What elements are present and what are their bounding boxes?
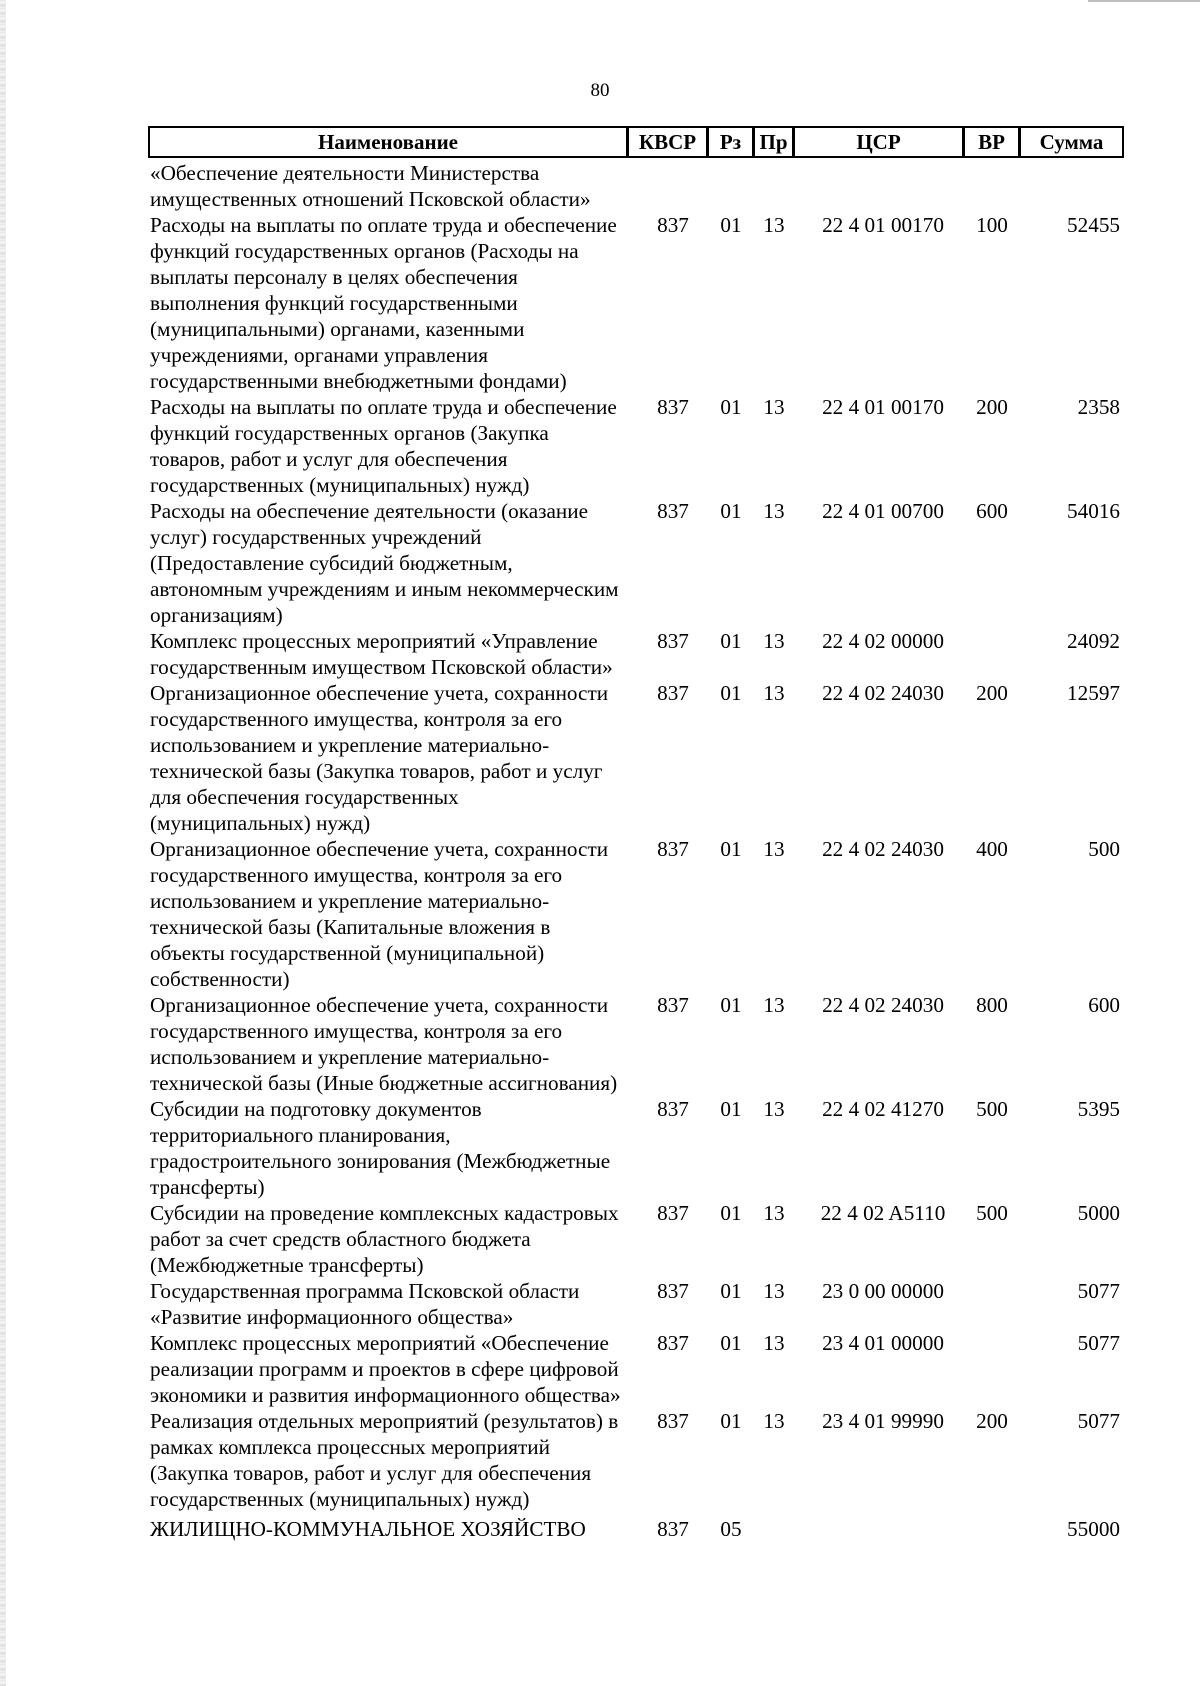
cell-rz: 01 xyxy=(720,213,742,237)
cell-name: Расходы на выплаты по оплате труда и обеспечение функций государственных органов (Расходы на выплаты персоналу в целях обеспечения выполнения функций государственными (муниципальными) органами, казенными учреждениями, органами управления государственными внебюджетными фондами) xyxy=(150,213,617,393)
cell-pr: 13 xyxy=(763,1201,785,1225)
cell-rz: 01 xyxy=(720,837,742,861)
cell-csr: 23 4 01 00000 xyxy=(822,1331,944,1355)
table-row xyxy=(148,158,1124,212)
cell-rz: 01 xyxy=(720,629,742,653)
cell-vr: 500 xyxy=(976,1201,1008,1225)
cell-name: «Обеспечение деятельности Министерства имущественных отношений Псковской области» xyxy=(150,161,591,211)
cell-pr: 13 xyxy=(763,681,785,705)
cell-kvsr: 837 xyxy=(657,1279,689,1303)
cell-sum: 52455 xyxy=(1067,213,1120,237)
cell-sum: 5077 xyxy=(1077,1331,1120,1355)
cell-sum: 5077 xyxy=(1077,1279,1120,1303)
cell-rz: 01 xyxy=(720,1409,742,1433)
cell-pr: 13 xyxy=(763,1279,785,1303)
cell-kvsr: 837 xyxy=(657,1517,689,1541)
header-rz: Рз xyxy=(708,126,754,158)
cell-pr xyxy=(754,158,794,212)
cell-vr: 500 xyxy=(976,1097,1008,1121)
cell-rz: 01 xyxy=(720,1097,742,1121)
cell-vr: 200 xyxy=(976,681,1008,705)
table-row xyxy=(148,680,1124,836)
cell-kvsr: 837 xyxy=(657,1409,689,1433)
cell-csr: 22 4 02 A5110 xyxy=(820,1201,946,1225)
cell-vr xyxy=(964,1278,1020,1330)
table-row xyxy=(148,1096,1124,1200)
table-row xyxy=(148,836,1124,992)
cell-csr: 23 4 01 99990 xyxy=(822,1409,944,1433)
cell-csr: 22 4 02 00000 xyxy=(822,629,944,653)
cell-name: Комплекс процессных мероприятий «Обеспечение реализации программ и проектов в сфере цифровой экономики и развития информационного общества» xyxy=(150,1331,621,1407)
cell-csr xyxy=(794,1512,964,1542)
cell-pr: 13 xyxy=(763,629,785,653)
cell-kvsr: 837 xyxy=(657,1097,689,1121)
table-header xyxy=(148,126,1124,158)
cell-name: Государственная программа Псковской области «Развитие информационного общества» xyxy=(150,1279,580,1329)
page-number: 80 xyxy=(590,80,610,101)
cell-vr xyxy=(964,158,1020,212)
cell-vr: 200 xyxy=(976,395,1008,419)
cell-csr: 22 4 01 00170 xyxy=(822,395,944,419)
cell-name: Субсидии на подготовку документов территориального планирования, градостроительного зонирования (Межбюджетные трансферты) xyxy=(150,1097,611,1199)
table-row xyxy=(148,1512,1124,1542)
cell-rz: 01 xyxy=(720,681,742,705)
cell-kvsr: 837 xyxy=(657,499,689,523)
cell-sum: 54016 xyxy=(1067,499,1120,523)
table-row xyxy=(148,1200,1124,1278)
header-vr: ВР xyxy=(964,126,1020,158)
cell-vr xyxy=(964,628,1020,680)
cell-kvsr: 837 xyxy=(657,681,689,705)
header-name: Наименование xyxy=(148,126,628,158)
cell-pr: 13 xyxy=(763,395,785,419)
table-row xyxy=(148,992,1124,1096)
cell-pr: 13 xyxy=(763,1097,785,1121)
cell-sum: 5077 xyxy=(1077,1409,1120,1433)
cell-pr: 13 xyxy=(763,837,785,861)
cell-csr xyxy=(794,158,964,212)
cell-kvsr: 837 xyxy=(657,213,689,237)
cell-kvsr: 837 xyxy=(657,629,689,653)
cell-pr xyxy=(754,1512,794,1542)
cell-vr: 100 xyxy=(976,213,1008,237)
cell-vr: 800 xyxy=(976,993,1008,1017)
cell-rz: 05 xyxy=(720,1517,742,1541)
table-row xyxy=(148,1330,1124,1408)
cell-sum: 600 xyxy=(1088,993,1120,1017)
header-pr: Пр xyxy=(754,126,794,158)
cell-vr xyxy=(964,1512,1020,1542)
cell-csr: 22 4 02 24030 xyxy=(822,837,944,861)
header-sum: Сумма xyxy=(1020,126,1124,158)
cell-sum: 55000 xyxy=(1067,1517,1120,1541)
cell-sum: 24092 xyxy=(1067,629,1120,653)
cell-kvsr: 837 xyxy=(657,837,689,861)
cell-pr: 13 xyxy=(763,1331,785,1355)
cell-rz: 01 xyxy=(720,1331,742,1355)
cell-name: Организационное обеспечение учета, сохранности государственного имущества, контроля за его использованием и укрепление материально-технической базы (Закупка товаров, работ и услуг для обеспечения государственных (муниципальных) нужд) xyxy=(150,681,609,835)
cell-rz: 01 xyxy=(720,993,742,1017)
cell-sum: 12597 xyxy=(1067,681,1120,705)
scan-artifact-line xyxy=(1088,0,1200,2)
cell-vr: 200 xyxy=(976,1409,1008,1433)
cell-name: Комплекс процессных мероприятий «Управление государственным имуществом Псковской области» xyxy=(150,629,613,679)
budget-table xyxy=(148,126,1124,1542)
cell-sum: 2358 xyxy=(1077,395,1120,419)
cell-kvsr: 837 xyxy=(657,395,689,419)
cell-name: Организационное обеспечение учета, сохранности государственного имущества, контроля за его использованием и укрепление материально-технической базы (Иные бюджетные ассигнования) xyxy=(150,993,618,1095)
cell-csr: 22 4 02 24030 xyxy=(822,993,944,1017)
cell-sum: 500 xyxy=(1088,837,1120,861)
cell-kvsr: 837 xyxy=(657,1331,689,1355)
cell-rz xyxy=(708,158,754,212)
cell-rz: 01 xyxy=(720,1279,742,1303)
cell-pr: 13 xyxy=(763,1409,785,1433)
cell-pr: 13 xyxy=(763,213,785,237)
cell-vr: 400 xyxy=(976,837,1008,861)
cell-rz: 01 xyxy=(720,395,742,419)
cell-kvsr: 837 xyxy=(657,993,689,1017)
cell-kvsr: 837 xyxy=(657,1201,689,1225)
table-row xyxy=(148,1408,1124,1512)
table-row xyxy=(148,498,1124,628)
cell-sum: 5395 xyxy=(1077,1097,1120,1121)
cell-vr xyxy=(964,1330,1020,1408)
cell-kvsr xyxy=(628,158,708,212)
cell-csr: 22 4 01 00170 xyxy=(822,213,944,237)
cell-name: Расходы на выплаты по оплате труда и обеспечение функций государственных органов (Закупка товаров, работ и услуг для обеспечения государственных (муниципальных) нужд) xyxy=(150,395,617,497)
table-row xyxy=(148,628,1124,680)
cell-name: ЖИЛИЩНО-КОММУНАЛЬНОЕ ХОЗЯЙСТВО xyxy=(150,1517,586,1541)
cell-name: Субсидии на проведение комплексных кадастровых работ за счет средств областного бюджета (Межбюджетные трансферты) xyxy=(150,1201,619,1277)
cell-sum xyxy=(1020,158,1124,212)
cell-name: Расходы на обеспечение деятельности (оказание услуг) государственных учреждений (Предоставление субсидий бюджетным, автономным учреждениям и иным некоммерческим организациям) xyxy=(150,499,619,627)
header-csr: ЦСР xyxy=(794,126,964,158)
table-body xyxy=(148,158,1124,1542)
table-row xyxy=(148,212,1124,394)
cell-vr: 600 xyxy=(976,499,1008,523)
header-kvsr: КВСР xyxy=(628,126,708,158)
cell-rz: 01 xyxy=(720,499,742,523)
cell-csr: 23 0 00 00000 xyxy=(822,1279,944,1303)
cell-csr: 22 4 02 24030 xyxy=(822,681,944,705)
table-row xyxy=(148,394,1124,498)
cell-name: Реализация отдельных мероприятий (результатов) в рамках комплекса процессных мероприятий (Закупка товаров, работ и услуг для обеспечения государственных (муниципальных) нужд) xyxy=(150,1409,619,1511)
table-row xyxy=(148,1278,1124,1330)
cell-rz: 01 xyxy=(720,1201,742,1225)
cell-pr: 13 xyxy=(763,993,785,1017)
cell-pr: 13 xyxy=(763,499,785,523)
cell-name: Организационное обеспечение учета, сохранности государственного имущества, контроля за его использованием и укрепление материально-технической базы (Капитальные вложения в объекты государственной (муниципальной) собственности) xyxy=(150,837,609,991)
scan-edge xyxy=(0,0,6,1686)
cell-csr: 22 4 02 41270 xyxy=(822,1097,944,1121)
cell-csr: 22 4 01 00700 xyxy=(822,499,944,523)
cell-sum: 5000 xyxy=(1077,1201,1120,1225)
